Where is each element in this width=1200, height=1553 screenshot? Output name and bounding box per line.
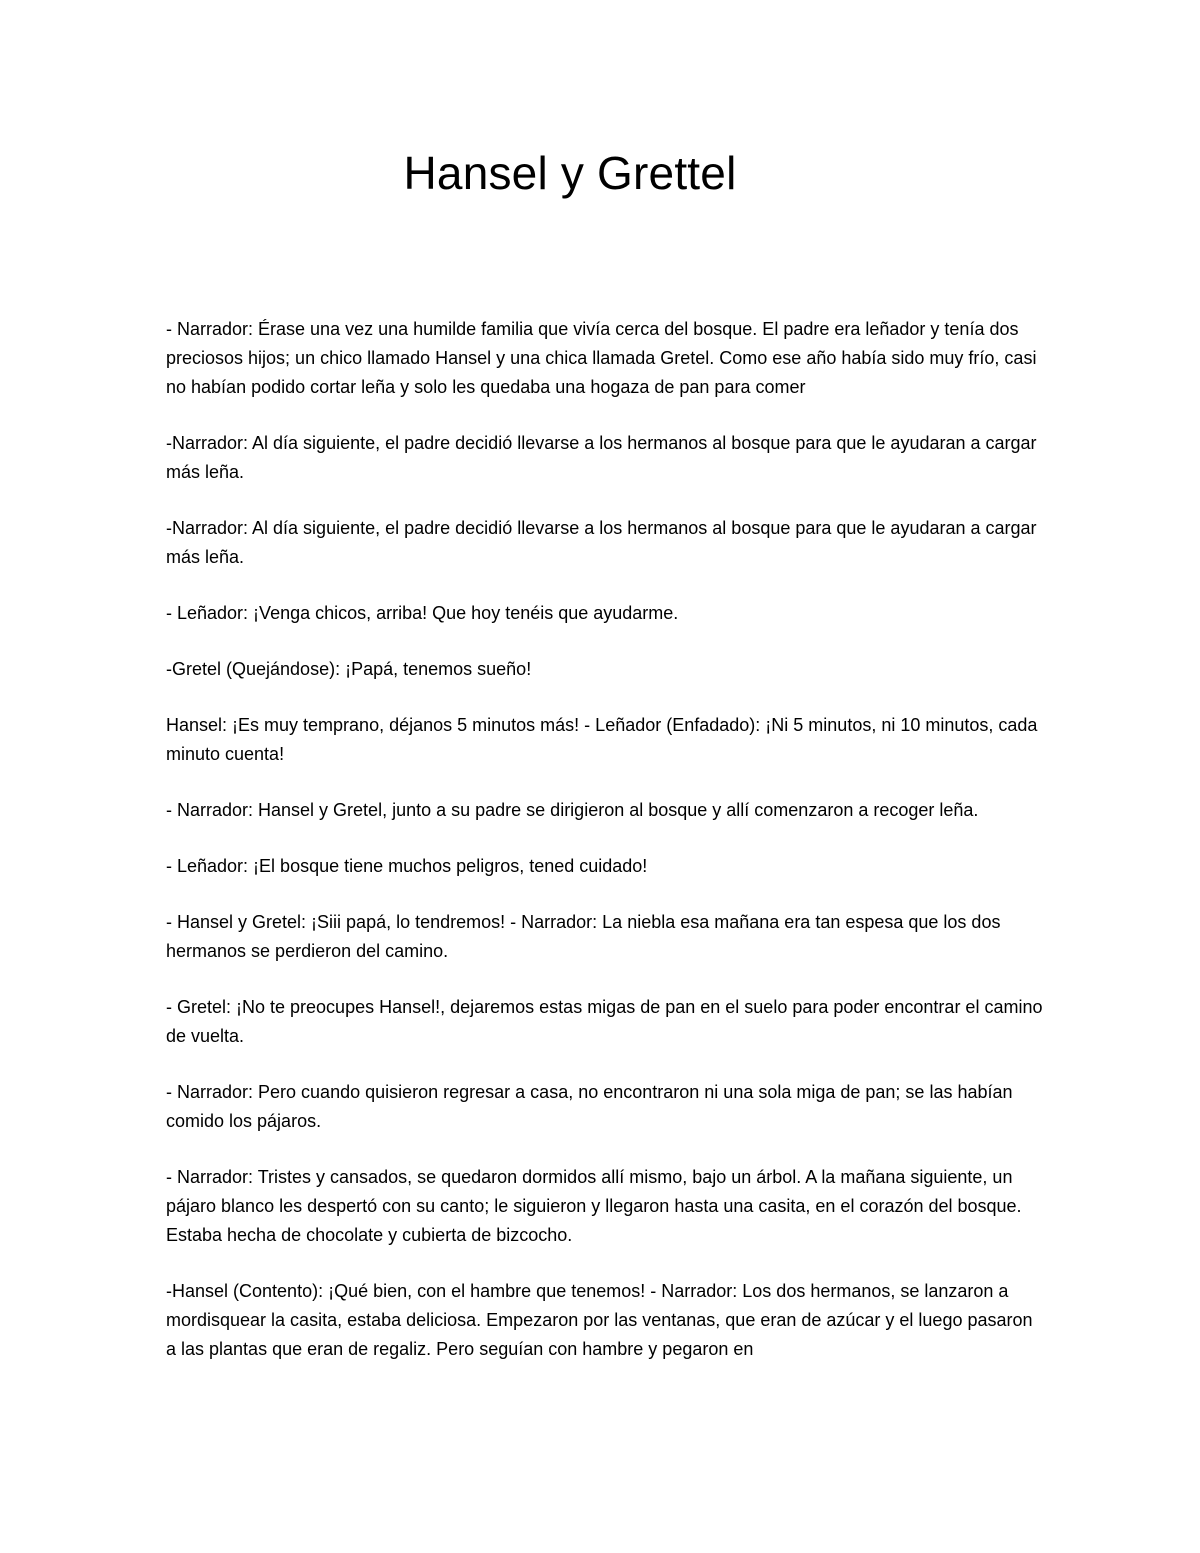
document-body — [166, 315, 1046, 1391]
paragraph: - Narrador: Tristes y cansados, se quedaron dormidos allí mismo, bajo un árbol. A la mañana siguiente, un pájaro blanco les despertó con su canto; le siguieron y llegaron hasta una casita, en el corazón del bosque. Estaba hecha de chocolate y cubierta de bizcocho. — [166, 1167, 1022, 1245]
paragraph: - Narrador: Hansel y Gretel, junto a su padre se dirigieron al bosque y allí comenzaron a recoger leña. — [166, 800, 979, 820]
document-title: Hansel y Grettel — [403, 147, 737, 199]
paragraph: Hansel: ¡Es muy temprano, déjanos 5 minutos más! - Leñador (Enfadado): ¡Ni 5 minutos, ni 10 minutos, cada minuto cuenta! — [166, 715, 1038, 764]
paragraph: - Leñador: ¡El bosque tiene muchos peligros, tened cuidado! — [166, 856, 648, 876]
paragraph: -Narrador: Al día siguiente, el padre decidió llevarse a los hermanos al bosque para que le ayudaran a cargar más leña. — [166, 433, 1037, 482]
paragraph: - Hansel y Gretel: ¡Siii papá, lo tendremos! - Narrador: La niebla esa mañana era tan espesa que los dos hermanos se perdieron del camino. — [166, 912, 1001, 961]
paragraph: -Narrador: Al día siguiente, el padre decidió llevarse a los hermanos al bosque para que le ayudaran a cargar más leña. — [166, 518, 1037, 567]
paragraph: - Narrador: Érase una vez una humilde familia que vivía cerca del bosque. El padre era leñador y tenía dos preciosos hijos; un chico llamado Hansel y una chica llamada Gretel. Como ese año había sido muy frío, casi no habían podido cortar leña y solo les quedaba una hogaza de pan para comer — [166, 319, 1037, 397]
paragraph: - Leñador: ¡Venga chicos, arriba! Que hoy tenéis que ayudarme. — [166, 603, 679, 623]
paragraph: -Gretel (Quejándose): ¡Papá, tenemos sueño! — [166, 659, 532, 679]
paragraph: - Narrador: Pero cuando quisieron regresar a casa, no encontraron ni una sola miga de pan; se las habían comido los pájaros. — [166, 1082, 1013, 1131]
paragraph: -Hansel (Contento): ¡Qué bien, con el hambre que tenemos! - Narrador: Los dos hermanos, se lanzaron a mordisquear la casita, estaba deliciosa. Empezaron por las ventanas, que eran de azúcar y el luego pasaron a las plantas que eran de regaliz. Pero seguían con hambre y pegaron en — [166, 1281, 1033, 1359]
paragraph: - Gretel: ¡No te preocupes Hansel!, dejaremos estas migas de pan en el suelo para poder encontrar el camino de vuelta. — [166, 997, 1043, 1046]
